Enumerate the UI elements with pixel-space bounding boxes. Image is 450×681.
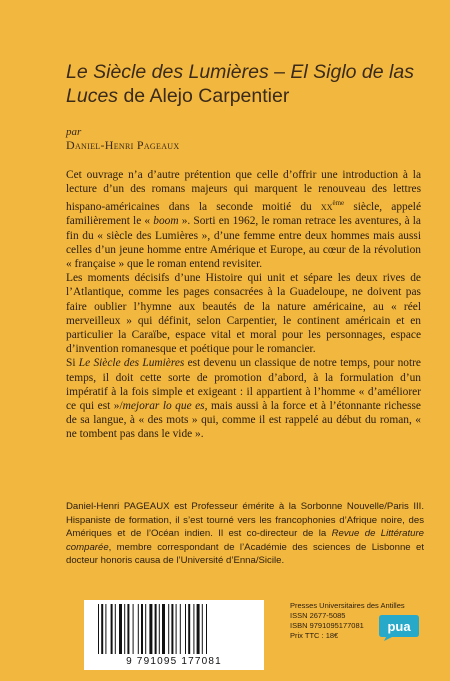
issn: ISSN 2677-5085	[290, 611, 346, 620]
title-dash: –	[268, 61, 291, 83]
barcode-bars	[84, 600, 264, 656]
isbn: ISBN 9791095177081	[290, 621, 364, 630]
blurb-paragraph-3: Si Le Siècle des Lumières est devenu un classique de notre temps, pour notre temps, il doit cette sorte de promotion d’abord, à la formulation d’un impératif à la fois simple et exigeant : il appartient à l’homme « d’améliorer ce qui est »/mejorar lo que es, mais aussi à la force et à l’étonnante richesse de sa langue, à « des mots » qui, comme il est rappelé au début du roman, « ne tombent pas dans le vide ».	[66, 357, 421, 441]
title-part-1: Le Siècle des Lumières	[66, 61, 269, 83]
title-author-part: de Alejo Carpentier	[118, 85, 290, 107]
author-bio: Daniel-Henri PAGEAUX est Professeur émérite à la Sorbonne Nouvelle/Paris III. Hispaniste de formation, il s’est tourné vers les francophonies d’Afrique noire, des Amériques et de l’Océan indien. Il est co-directeur de la Revue de Littérature comparée, membre correspondant de l’Académie des sciences de Lisbonne et docteur honoris causa de l’Université d’Enna/Sicile.	[66, 501, 424, 567]
isbn-barcode	[84, 600, 264, 670]
publisher-name: Presses Universitaires des Antilles	[290, 601, 405, 610]
blurb-paragraph-1: Cet ouvrage n’a d’autre prétention que celle d’offrir une introduction à la lecture d’un des romans majeurs qui marquent le renouveau des lettres hispano-américaines dans la seconde moitié du $xx^{ème}$ siècle, appelé familièrement le « boom ». Sorti en 1962, le roman retrace les aventures, à la fin du « siècle des Lumières », d’une femme entre deux hommes mais aussi celles d’un jeune homme entre Amérique et Europe, au cœur de la révolution « française » que le roman entend revisiter.	[66, 169, 421, 271]
author-name: Daniel-Henri Pageaux	[66, 138, 180, 152]
blurb	[66, 168, 421, 442]
logo-text: pua	[387, 619, 411, 634]
blurb-paragraph-2: Les moments décisifs d’une Histoire qui unit et sépare les deux rives de l’Atlantique, comme les pages consacrées à la Guadeloupe, ne doivent pas faire oublier l’hymne aux beautés de la nature américaine, au « réel merveilleux » qui définit, selon Carpentier, le continent américain et en particulier la Caraïbe, espace vital et moral pour les personnages, espace d’invention romanesque et poétique pour le romancier.	[66, 272, 421, 356]
by-label: par	[66, 126, 82, 138]
price: Prix TTC : 18€	[290, 631, 339, 640]
book-title	[66, 60, 426, 108]
barcode-digits: 9 791095 177081	[84, 656, 264, 667]
title-part-2: El Siglo de las Luces	[66, 61, 414, 107]
publisher-logo	[378, 612, 420, 642]
